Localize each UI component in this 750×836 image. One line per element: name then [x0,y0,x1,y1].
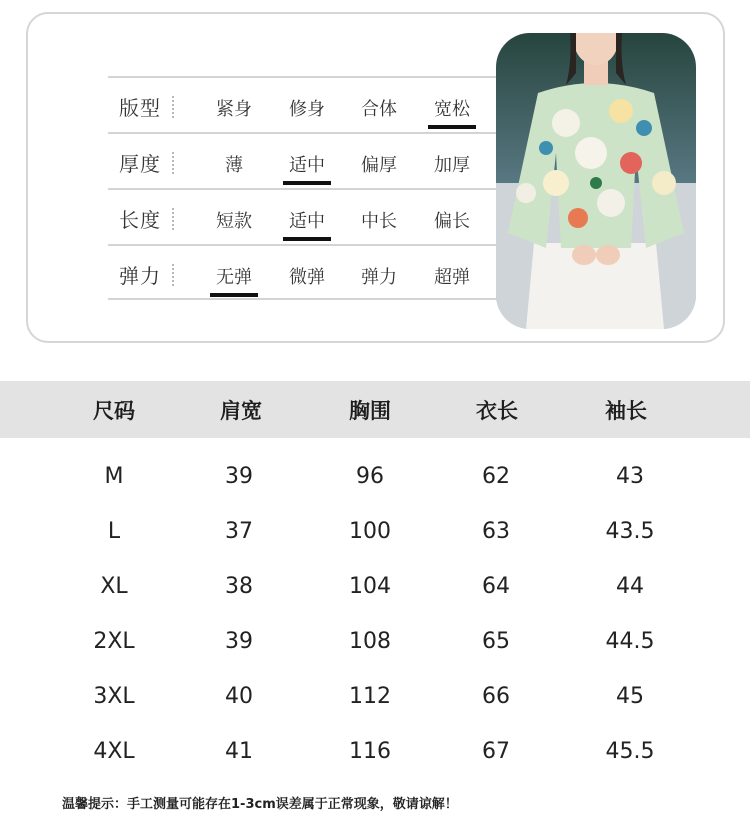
header-cell: 尺码 [93,399,135,423]
measurement-note: 温馨提示：手工测量可能存在1-3cm误差属于正常现象，敬请谅解！ [62,797,458,812]
attr-label: 弹力 [119,264,161,288]
attr-separator [172,208,174,230]
attr-option: 微弹 [289,267,325,288]
table-row [0,493,750,548]
table-row [0,548,750,603]
attr-separator [172,152,174,174]
attr-option: 修身 [289,99,325,120]
attr-separator [172,264,174,286]
attr-option: 超弹 [434,267,470,288]
attr-option: 宽松 [422,95,482,121]
table-cell: 40 [225,684,253,709]
table-cell: 45.5 [605,739,655,764]
attr-separator [172,96,174,118]
attr-option: 合体 [361,99,397,120]
table-cell: 116 [349,739,391,764]
table-cell: 43 [616,464,644,489]
table-cell: 39 [225,464,253,489]
selected-underline [283,237,331,241]
table-cell: 63 [482,519,510,544]
attr-option: 弹力 [361,267,397,288]
attr-row-length [108,188,498,244]
table-cell: 65 [482,629,510,654]
header-cell: 肩宽 [220,399,262,423]
attr-option: 加厚 [434,155,470,176]
selected-underline [210,293,258,297]
attr-label: 长度 [119,208,161,232]
table-cell: 100 [349,519,391,544]
table-cell: 44.5 [605,629,655,654]
table-cell: 66 [482,684,510,709]
table-cell: 108 [349,629,391,654]
header-cell: 衣长 [476,399,518,423]
attr-option: 无弹 [204,263,264,289]
table-cell: 2XL [93,629,135,654]
attr-row-elasticity [108,244,498,300]
table-cell: 41 [225,739,253,764]
table-cell: 37 [225,519,253,544]
header-cell: 袖长 [605,399,647,423]
attr-option: 适中 [277,207,337,233]
table-cell: L [107,519,121,544]
attr-option: 薄 [225,155,243,176]
table-cell: XL [100,574,128,599]
table-row [0,713,750,768]
table-cell: 43.5 [605,519,655,544]
table-cell: 64 [482,574,510,599]
selected-underline [283,181,331,185]
table-cell: 104 [349,574,391,599]
table-cell: 3XL [93,684,135,709]
table-row [0,603,750,658]
model-photo [496,33,696,329]
table-cell: 44 [616,574,644,599]
attr-label: 版型 [119,96,161,120]
attr-option: 短款 [216,211,252,232]
size-table-body [0,438,750,778]
table-cell: M [104,464,124,489]
table-cell: 39 [225,629,253,654]
attr-option: 中长 [361,211,397,232]
attr-row-fit [108,76,498,132]
table-cell: 67 [482,739,510,764]
size-table-header [0,381,750,438]
attr-option: 紧身 [216,99,252,120]
table-cell: 112 [349,684,391,709]
table-cell: 4XL [93,739,135,764]
selected-underline [428,125,476,129]
table-row [0,658,750,713]
attr-option: 偏厚 [361,155,397,176]
table-cell: 96 [356,464,384,489]
fit-attributes-table [108,76,498,300]
attr-row-thickness [108,132,498,188]
table-row [0,438,750,493]
table-cell: 45 [616,684,644,709]
header-cell: 胸围 [349,399,391,423]
attr-option: 适中 [277,151,337,177]
table-cell: 62 [482,464,510,489]
attr-option: 偏长 [434,211,470,232]
attr-label: 厚度 [119,152,161,176]
table-cell: 38 [225,574,253,599]
